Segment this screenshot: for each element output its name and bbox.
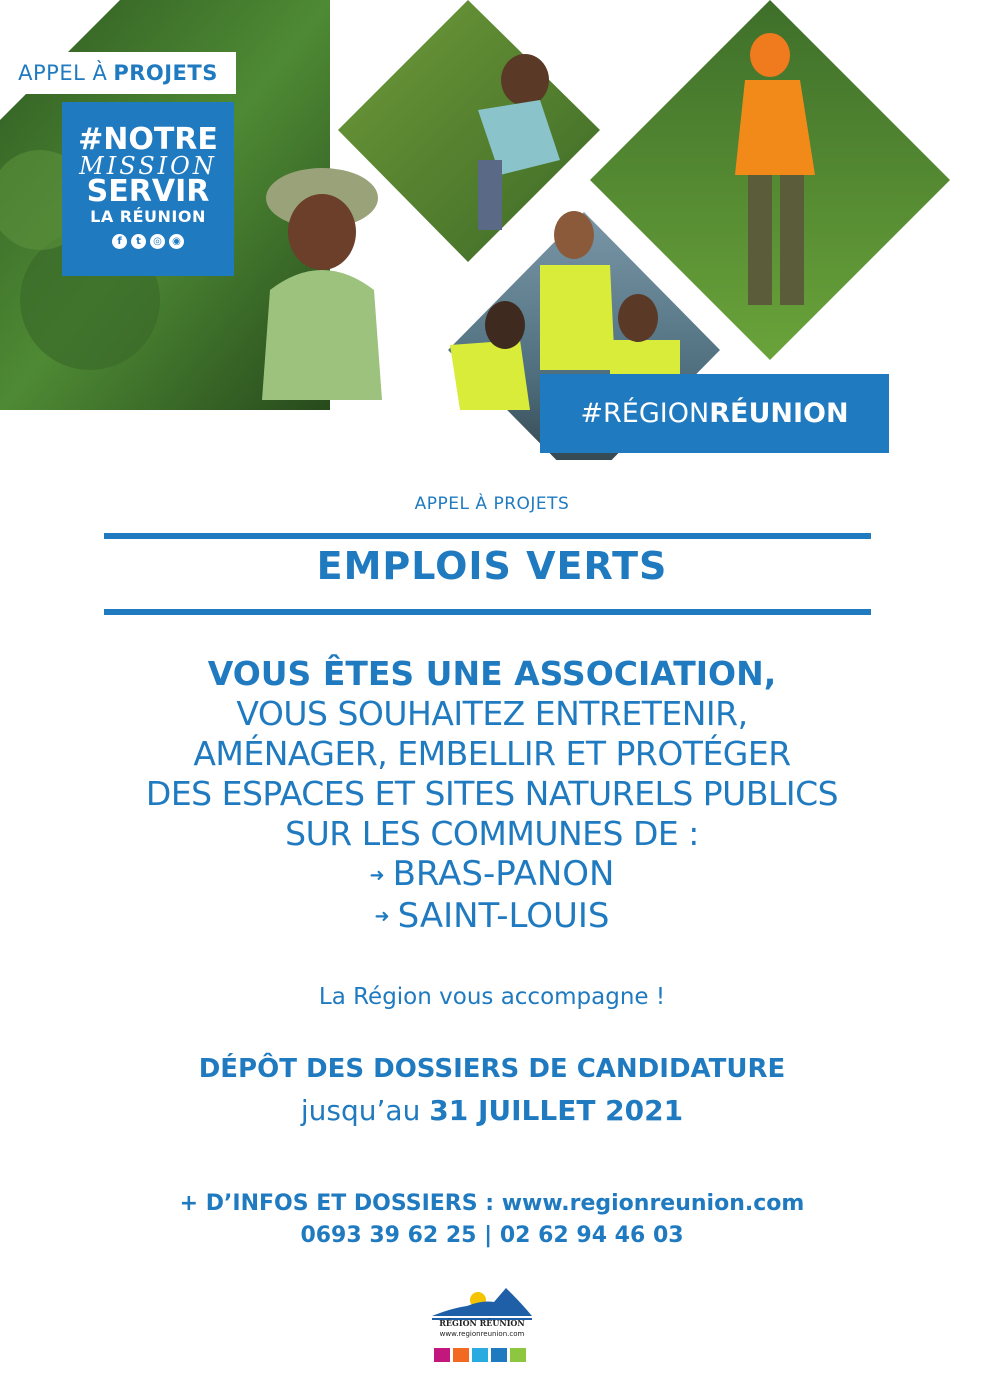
region-logo-icon	[432, 1282, 532, 1322]
title-rule-top	[104, 533, 871, 539]
deadline	[0, 1094, 984, 1127]
region-bold: RÉUNION	[709, 398, 849, 429]
commune-label: SAINT-LOUIS	[397, 895, 610, 936]
arrow-right-icon: ➜	[374, 906, 390, 927]
arrow-right-icon: ➜	[369, 864, 385, 886]
facebook-icon: f	[112, 234, 127, 249]
appel-projets-tag	[0, 52, 236, 94]
body-text	[0, 654, 984, 937]
depot-heading: DÉPÔT DES DOSSIERS DE CANDIDATURE	[198, 1054, 786, 1084]
region-hashtag	[540, 374, 889, 453]
region-prefix: #RÉGION	[580, 398, 710, 429]
swatch	[491, 1348, 507, 1362]
mission-line-1: #NOTRE	[78, 122, 218, 157]
commune-label: BRAS-PANON	[392, 854, 615, 894]
social-icons	[62, 234, 234, 249]
mission-line-4: LA RÉUNION	[90, 207, 206, 226]
swatch	[434, 1348, 450, 1362]
swatch	[472, 1348, 488, 1362]
swatch	[510, 1348, 526, 1362]
page-title: EMPLOIS VERTS	[316, 544, 668, 588]
accompagne-text: La Région vous accompagne !	[318, 984, 666, 1010]
logo-url: www.regionreunion.com	[439, 1330, 525, 1338]
body-line: SUR LES COMMUNES DE :	[285, 814, 699, 853]
swatch	[453, 1348, 469, 1362]
commune-item	[0, 896, 984, 938]
body-line: AMÉNAGER, EMBELLIR ET PROTÉGER	[193, 734, 791, 773]
deadline-prefix: jusqu’au	[300, 1094, 421, 1127]
logo-name: RÉGION RÉUNION	[439, 1318, 525, 1328]
body-line: VOUS SOUHAITEZ ENTRETENIR,	[236, 694, 748, 733]
mission-line-3: SERVIR	[86, 174, 210, 209]
body-lead: VOUS ÊTES UNE ASSOCIATION,	[207, 654, 777, 693]
logo-swatches	[434, 1348, 526, 1362]
appel-bold: PROJETS	[113, 61, 218, 85]
body-line: DES ESPACES ET SITES NATURELS PUBLICS	[145, 774, 839, 813]
infos-website[interactable]: + D’INFOS ET DOSSIERS : www.regionreunion.com	[179, 1191, 805, 1216]
title-rule-bottom	[104, 609, 871, 615]
twitter-icon: t	[131, 234, 146, 249]
mission-badge	[62, 102, 234, 276]
instagram-icon: ◎	[150, 234, 165, 249]
deadline-date: 31 JUILLET 2021	[429, 1094, 684, 1127]
appel-prefix: APPEL À	[18, 61, 108, 85]
contact-info	[0, 1188, 984, 1252]
mission-line-2: MISSION	[79, 152, 217, 180]
kicker: APPEL À PROJETS	[414, 494, 570, 514]
commune-item	[0, 854, 984, 896]
tv-icon: ◉	[169, 234, 184, 249]
infos-phones: 0693 39 62 25 | 02 62 94 46 03	[300, 1223, 684, 1248]
